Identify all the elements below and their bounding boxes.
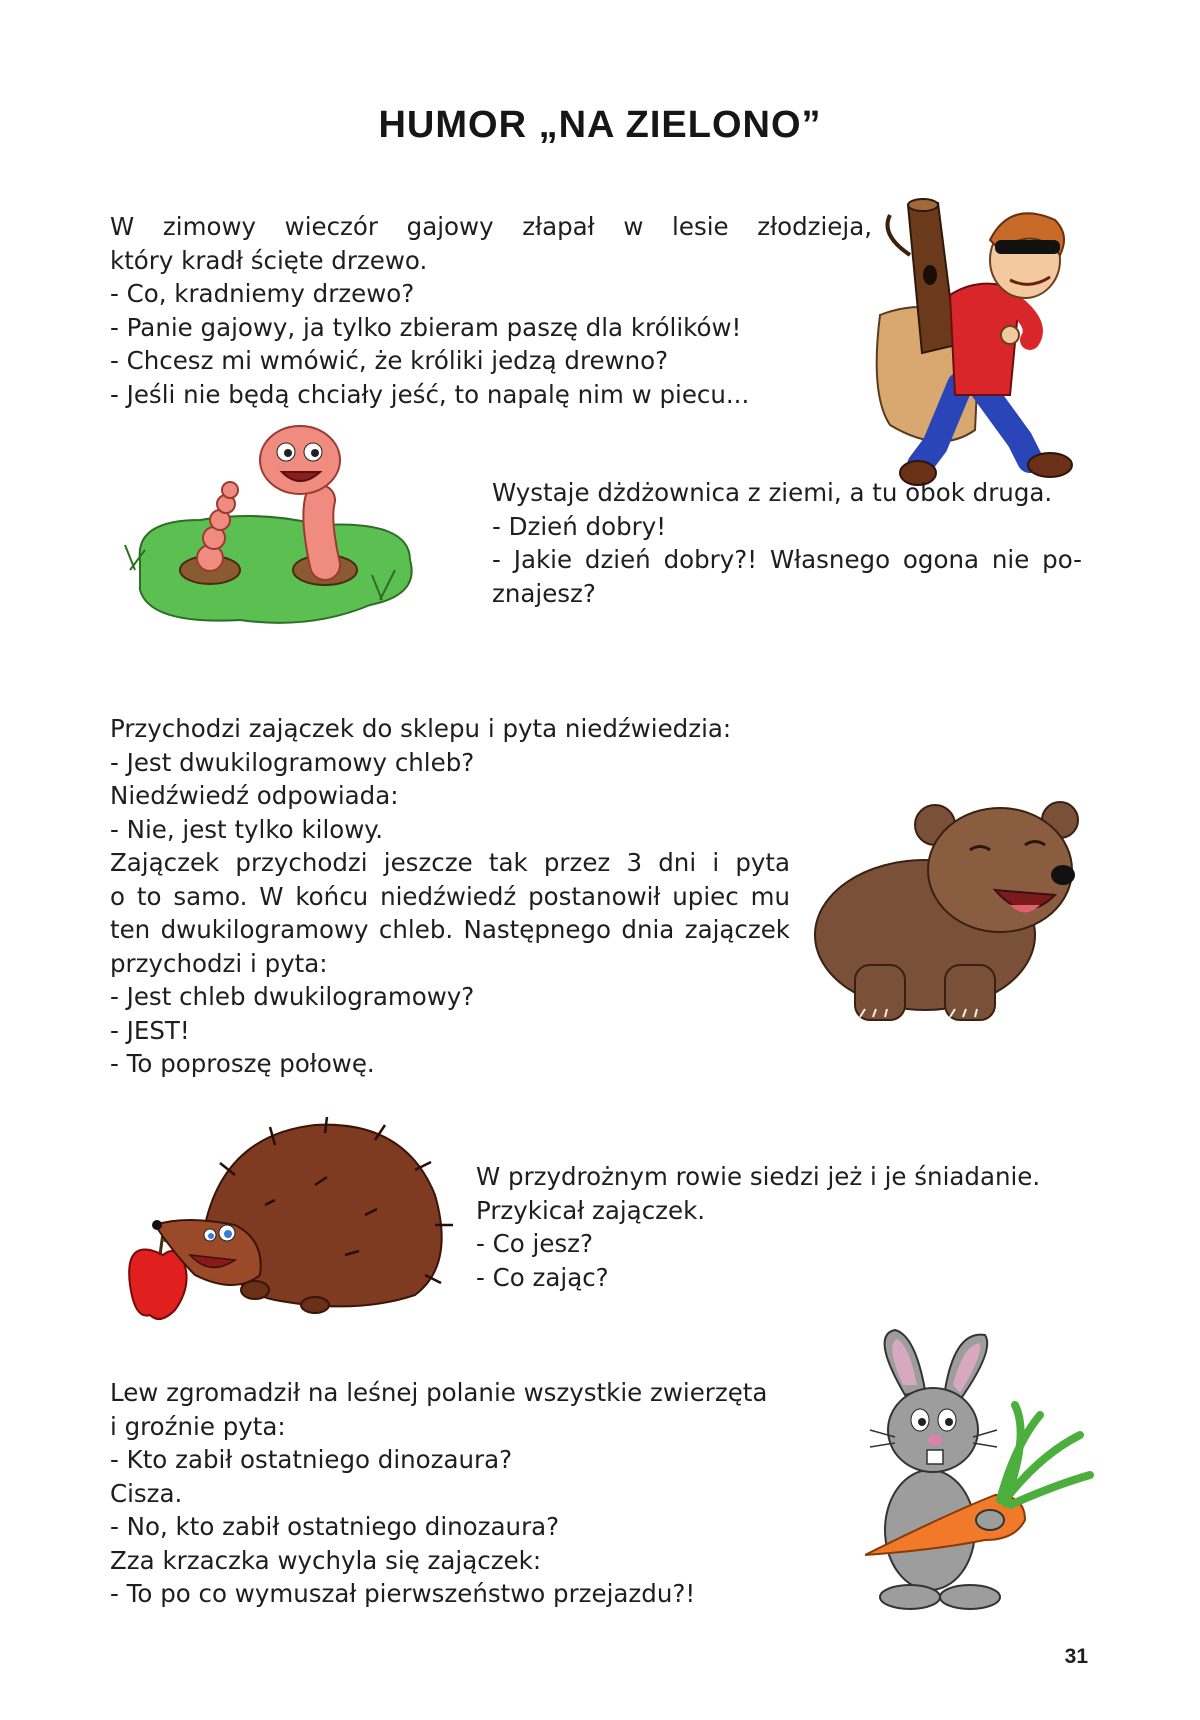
joke-line: - Chcesz mi wmówić, że króliki jedzą drewno? [110, 346, 669, 375]
joke-line: - Kto zabił ostatniego dinozaura? [110, 1445, 513, 1474]
joke-line: - Co, kradniemy drzewo? [110, 279, 415, 308]
bear-illustration [805, 795, 1095, 1035]
joke-bear [110, 712, 790, 1081]
joke-line: Zajączek przychodzi jeszcze tak przez 3 dni i pyta [110, 848, 790, 877]
joke-line: Przykicał zajączek. [476, 1195, 706, 1225]
joke-line: Niedźwiedź odpowiada: [110, 781, 399, 810]
thief-head-icon [990, 213, 1064, 298]
joke-line: - Panie gajowy, ja tylko zbieram paszę dla królików! [110, 312, 742, 342]
joke-line: - JEST! [110, 1015, 190, 1045]
thief-illustration [860, 195, 1110, 495]
joke-line: - Jeśli nie będą chciały jeść, to napalę nim w piecu... [110, 379, 750, 409]
joke-line: znajesz? [492, 578, 596, 608]
joke-line: przychodzi i pyta: [110, 948, 328, 978]
joke-hedgehog [476, 1160, 1096, 1294]
joke-line: ten dwukilogramowy chleb. Następnego dnia zajączek [110, 915, 790, 944]
joke-line: - Co jesz? [476, 1229, 594, 1258]
joke-line: Lew zgromadził na leśnej polanie wszystkie zwierzęta [110, 1378, 768, 1407]
joke-line: - Jest dwukilogramowy chleb? [110, 747, 475, 777]
joke-lion [110, 1376, 810, 1611]
joke-line: W zimowy wieczór gajowy złapał w lesie złodzieja, [110, 212, 872, 241]
joke-line: - Jakie dzień dobry?! Własnego ogona nie po- [492, 545, 1082, 574]
joke-thief [110, 210, 872, 411]
joke-line: o to samo. W końcu niedźwiedź postanowił upiec mu [110, 881, 790, 911]
rabbit-body-icon [870, 1388, 1000, 1609]
joke-line: - Nie, jest tylko kilowy. [110, 814, 384, 844]
joke-line: Przychodzi zajączek do sklepu i pyta niedźwiedzia: [110, 714, 732, 743]
joke-worms [492, 476, 1082, 610]
joke-line: który kradł ścięte drzewo. [110, 245, 428, 275]
joke-line: - No, kto zabił ostatniego dinozaura? [110, 1512, 560, 1541]
joke-line: Wystaje dżdżownica z ziemi, a tu obok druga. [492, 478, 1053, 507]
joke-line: i groźnie pyta: [110, 1411, 286, 1441]
joke-line: - To poproszę połowę. [110, 1049, 375, 1078]
joke-line: - Dzień dobry! [492, 511, 667, 541]
page-number: 31 [1064, 1645, 1088, 1668]
joke-line: Zza krzaczka wychyla się zajączek: [110, 1545, 542, 1575]
page-title: HUMOR „NA ZIELONO” [378, 104, 822, 146]
joke-line: - Jest chleb dwukilogramowy? [110, 982, 475, 1011]
joke-line: Cisza. [110, 1478, 183, 1508]
hedgehog-illustration [115, 1115, 455, 1345]
joke-line: - To po co wymuszał pierwszeństwo przejazdu?! [110, 1579, 696, 1608]
worms-illustration [110, 420, 440, 650]
joke-line: W przydrożnym rowie siedzi jeż i je śniadanie. [476, 1162, 1041, 1191]
rabbit-illustration [865, 1325, 1095, 1615]
grass-patch-icon [125, 516, 412, 623]
joke-line: - Co zając? [476, 1262, 609, 1292]
